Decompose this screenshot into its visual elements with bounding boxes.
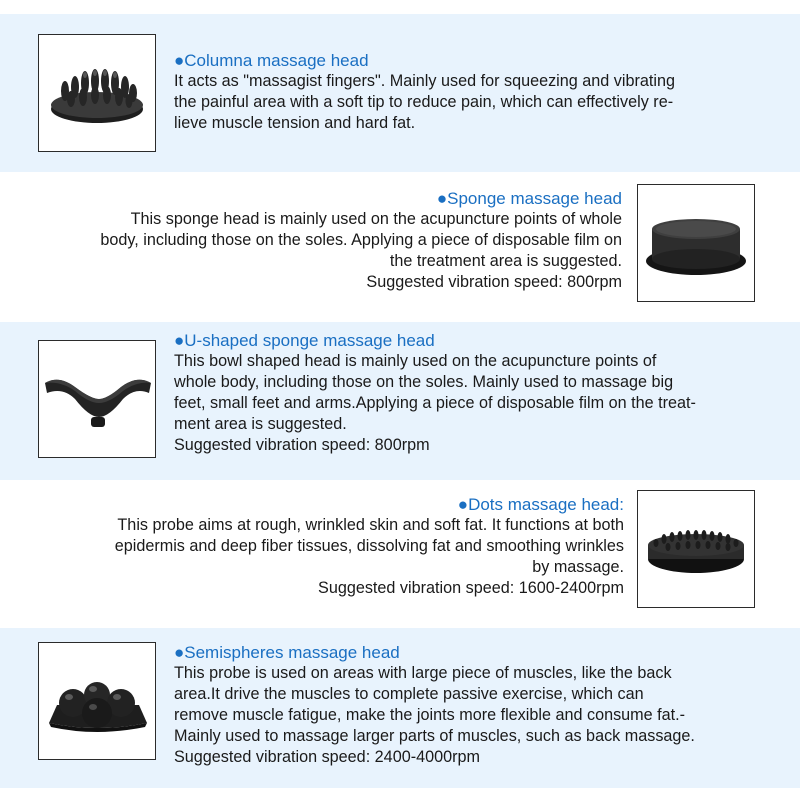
description-line: Suggested vibration speed: 800rpm (366, 273, 622, 291)
description-line: body, including those on the soles. Applying a piece of disposable film on (100, 231, 622, 249)
columna-head-icon (39, 35, 155, 151)
sponge-text (100, 188, 622, 293)
section-title: ●Semispheres massage head (174, 643, 400, 662)
sponge-head-icon (638, 185, 754, 301)
description-line: by massage. (532, 558, 624, 576)
description-line: area.It drive the muscles to complete passive exercise, which can (174, 685, 644, 703)
description-line: Mainly used to massage larger parts of muscles, such as back massage. (174, 727, 695, 745)
semispheres-image (38, 642, 156, 760)
dots-head-icon (638, 491, 754, 607)
section-title: ●Dots massage head: (457, 495, 624, 514)
description-line: This probe is used on areas with large piece of muscles, like the back (174, 664, 672, 682)
section-semispheres (0, 628, 800, 788)
section-title: ●Sponge massage head (436, 189, 622, 208)
description-line: ment area is suggested. (174, 415, 347, 433)
u-shaped-text (174, 330, 696, 456)
dots-image (637, 490, 755, 608)
description-line: This bowl shaped head is mainly used on the acupuncture points of (174, 352, 657, 370)
semispheres-text (174, 642, 695, 768)
u-shaped-image (38, 340, 156, 458)
description-line: remove muscle fatigue, make the joints more flexible and consume fat.- (174, 706, 686, 724)
section-columna (0, 14, 800, 172)
description-line: lieve muscle tension and hard fat. (174, 114, 416, 132)
section-title: ●U-shaped sponge massage head (174, 331, 435, 350)
description-line: Suggested vibration speed: 800rpm (174, 436, 430, 454)
description-line: the treatment area is suggested. (389, 252, 622, 270)
description-line: This sponge head is mainly used on the acupuncture points of whole (130, 210, 622, 228)
sponge-image (637, 184, 755, 302)
description-line: the painful area with a soft tip to reduce pain, which can effectively re- (174, 93, 674, 111)
description-line: whole body, including those on the soles. Mainly used to massage big (174, 373, 674, 391)
description-line: It acts as "massagist fingers". Mainly used for squeezing and vibrating (174, 72, 675, 90)
section-u-shaped (0, 322, 800, 480)
description-line: Suggested vibration speed: 2400-4000rpm (174, 748, 480, 766)
columna-text (174, 50, 675, 134)
description-line: feet, small feet and arms.Applying a piece of disposable film on the treat- (174, 394, 696, 412)
dots-text (115, 494, 624, 599)
section-title: ●Columna massage head (174, 51, 369, 70)
u-shaped-head-icon (39, 341, 155, 457)
description-line: This probe aims at rough, wrinkled skin and soft fat. It functions at both (117, 516, 624, 534)
section-sponge (0, 172, 800, 322)
description-line: epidermis and deep fiber tissues, dissolving fat and smoothing wrinkles (114, 537, 624, 555)
semispheres-head-icon (39, 643, 155, 759)
columna-image (38, 34, 156, 152)
section-dots (0, 480, 800, 628)
description-line: Suggested vibration speed: 1600-2400rpm (318, 579, 624, 597)
